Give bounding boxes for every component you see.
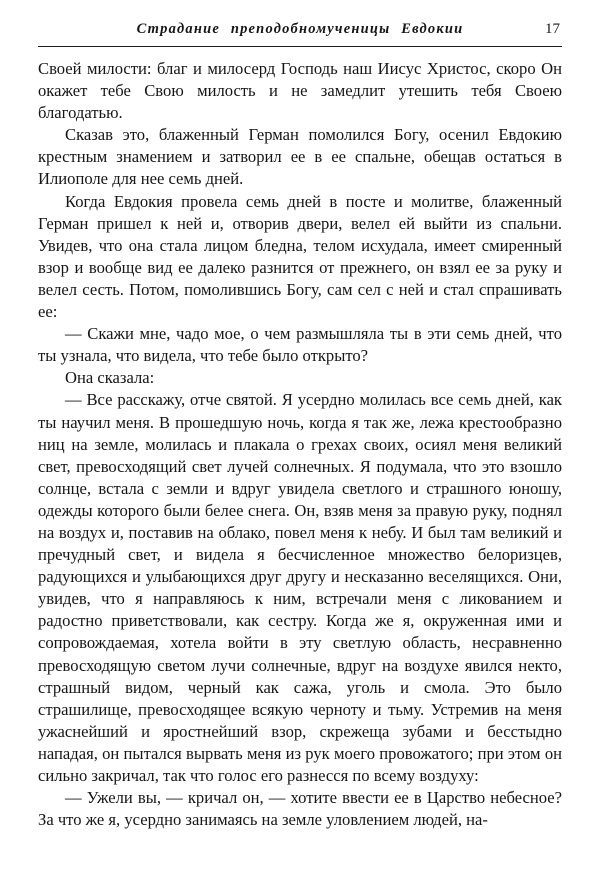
- body-paragraph: Сказав это, блаженный Герман помолился Богу, осенил Евдокию крестным знамением и затворил ее в ее спальне, обещав остаться в Илиополе для нее семь дней.: [38, 125, 562, 189]
- body-text: [38, 58, 562, 831]
- body-paragraph: — Скажи мне, чадо мое, о чем размышляла ты в эти семь дней, что ты узнала, что видела, что тебе было открыто?: [38, 324, 562, 366]
- body-paragraph: — Ужели вы, — кричал он, — хотите ввести ее в Царство небесное? За что же я, усердно занимаясь на земле уловлением людей, на-: [38, 788, 562, 830]
- running-title: Страдание преподобномученицы Евдокии: [136, 21, 464, 37]
- body-paragraph: Она сказала:: [65, 368, 155, 388]
- page-number: 17: [545, 21, 560, 37]
- body-paragraph: Своей милости: благ и милосерд Господь наш Иисус Христос, скоро Он окажет тебе Свою милость и не замедлит утешить тебя Своею благодатью.: [38, 59, 562, 123]
- header-rule: [38, 46, 562, 47]
- body-paragraph: — Все расскажу, отче святой. Я усердно молилась все семь дней, как ты научил меня. В прошедшую ночь, когда я так же, лежа крестообразно ниц на земле, молилась и плакала о грехах своих, осиял меня великий свет, превосходящий свет лучей солнечных. Я подумала, что это взошло солнце, встала с земли и вдруг увидела светлого и страшного юношу, одежды которого были белее снега. Он, взяв меня за правую руку, поднял на воздух и, поставив на облако, повел меня к небу. И был там великий и пречудный свет, и видела я бесчисленное множество белоризцев, радующихся и улыбающихся друг другу и несказанно веселящихся. Они, увидев, что я направляюсь к ним, встречали меня с ликованием и радостно приветствовали, как сестру. Когда же я, окруженная ими и сопровождаемая, хотела войти в эту светлую область, несравненно превосходящую светом лучи солнечные, вдруг на воздухе явился некто, страшный видом, черный как сажа, уголь и смола. Это было страшилище, превосходящее всякую черноту и тьму. Устремив на меня ужаснейший и яростнейший взор, скрежеща зубами и бесстыдно нападая, он пытался вырвать меня из рук моего провожатого; при этом он сильно закричал, так что голос его разнесся по всему воздуху:: [38, 390, 562, 785]
- running-header: [38, 20, 562, 42]
- body-paragraph: Когда Евдокия провела семь дней в посте и молитве, блаженный Герман пришел к ней и, отворив двери, велел ей выйти из спальни. Увидев, что она стала лицом бледна, телом исхудала, имеет смиренный взор и вообще вид ее далеко разнится от прежнего, он взял ее за руку и велел сесть. Потом, помолившись Богу, сам сел с ней и стал спрашивать ее:: [38, 191, 562, 322]
